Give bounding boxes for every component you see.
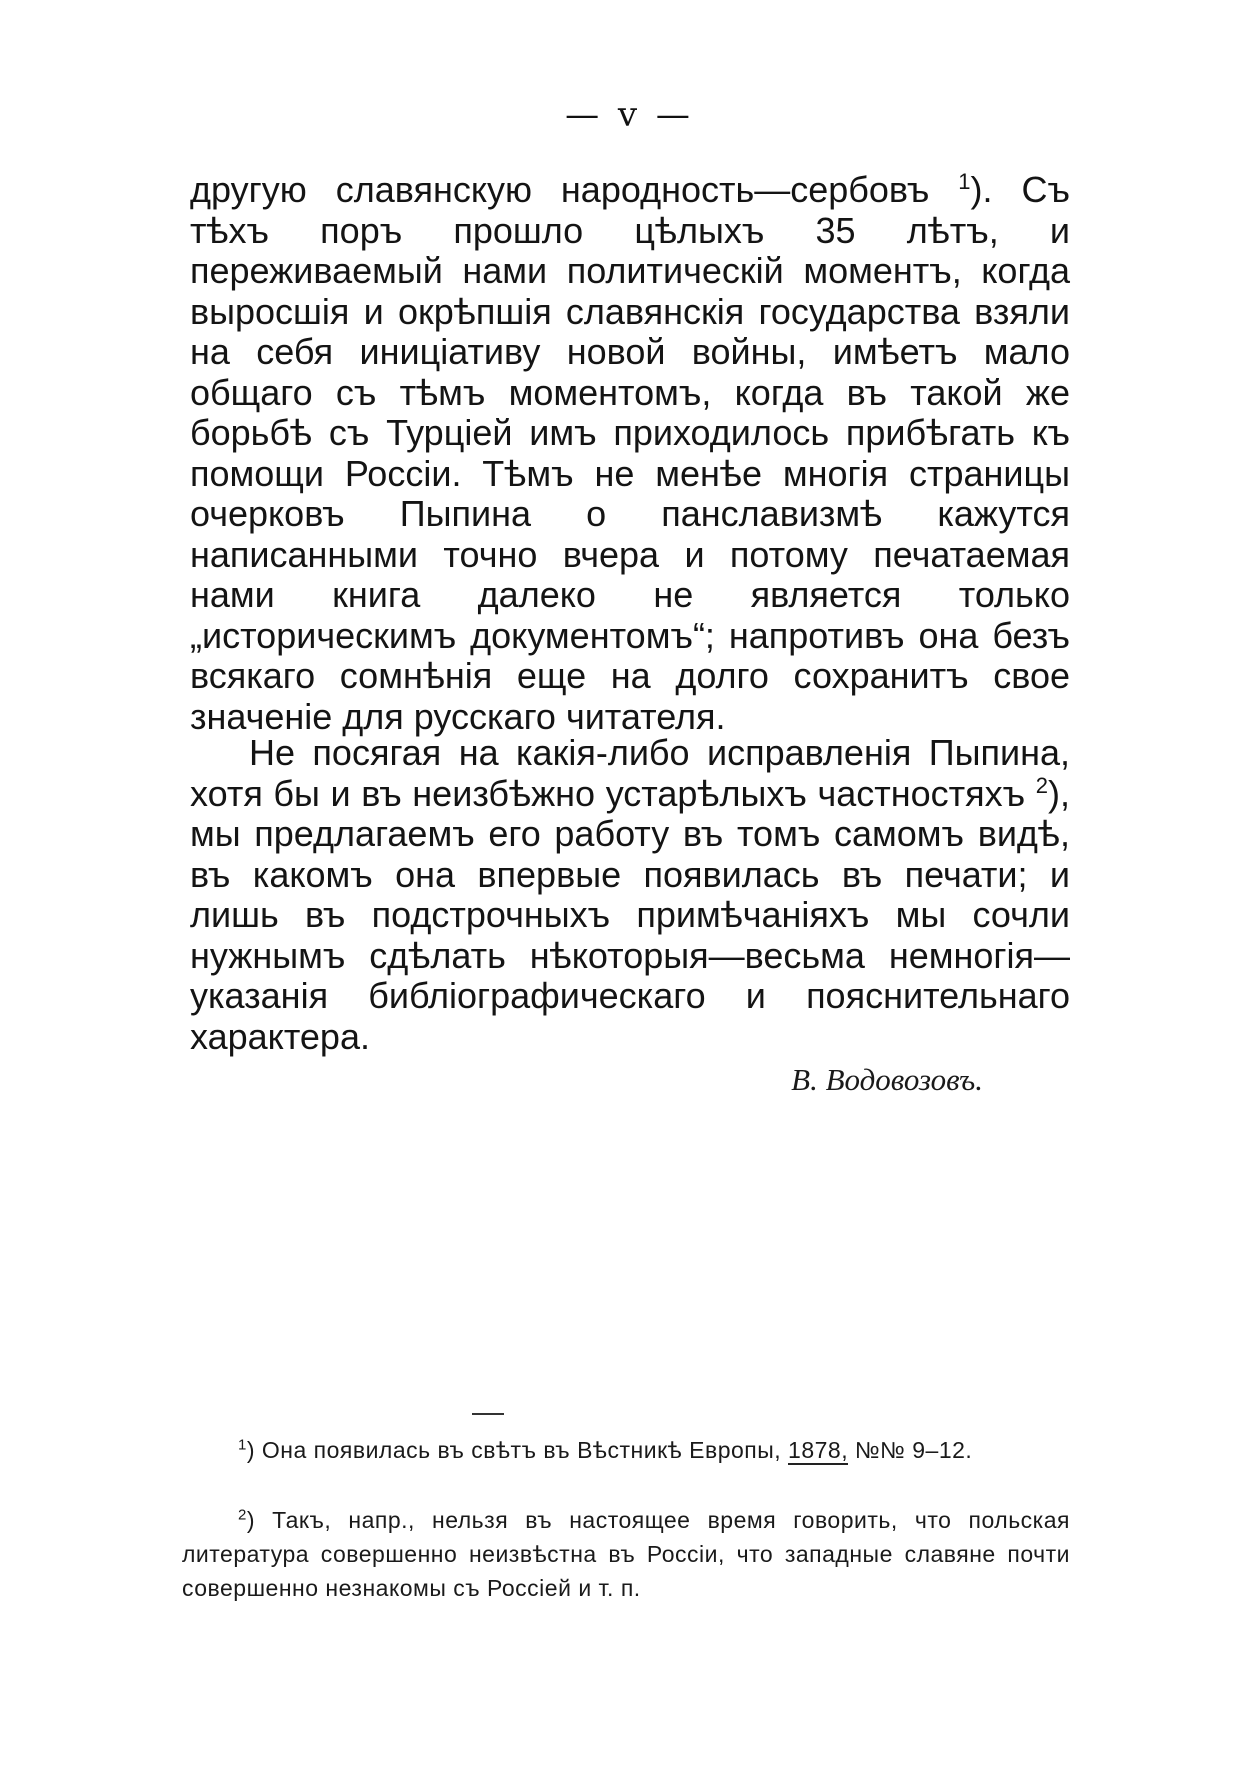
author-signature: В. Водовозовъ. <box>791 1062 983 1097</box>
paragraph-2 <box>190 733 1070 1057</box>
footnote-2 <box>182 1503 1070 1605</box>
footnote-1-year: 1878, <box>788 1437 849 1463</box>
paragraph-1-text-start: другую славянскую народность—сербовъ <box>190 169 959 210</box>
footnote-separator <box>472 1413 504 1415</box>
footnote-1 <box>182 1433 1070 1467</box>
footnote-1-text-start: ) Она появилась въ свѣтъ въ Вѣстникѣ Европы, <box>246 1437 789 1463</box>
paragraph-1 <box>190 170 1070 737</box>
footnote-2-marker: 2 <box>238 1506 247 1524</box>
paragraph-2-text-start: Не посягая на какія-либо исправленія Пыпина, хотя бы и въ неизбѣжно устарѣлыхъ частностяхъ <box>190 732 1070 814</box>
paragraph-1-text-end: ). Съ тѣхъ поръ прошло цѣлыхъ 35 лѣтъ, и переживаемый нами политическій моментъ, когда выросшія и окрѣпшія славянскія государства взяли на себя иниціативу новой войны, имѣетъ мало общаго съ тѣмъ моментомъ, когда въ такой же борьбѣ съ Турціей имъ приходилось прибѣгать къ помощи Россіи. Тѣмъ не менѣе многія страницы очерковъ Пыпина о панславизмѣ кажутся написанными точно вчера и потому печатаемая нами книга далеко не является только „историческимъ документомъ“; напротивъ она безъ всякаго сомнѣнія еще на долго сохранитъ свое значеніе для русскаго читателя. <box>190 169 1070 737</box>
footnote-ref-2[interactable]: 2 <box>1035 772 1048 798</box>
footnote-1-text-end: №№ 9–12. <box>848 1437 973 1463</box>
footnote-2-text: ) Такъ, напр., нельзя въ настоящее время говорить, что польская литература совершенно неизвѣстна въ Россіи, что западные славяне почти совершенно незнакомы съ Россіей и т. п. <box>182 1507 1070 1601</box>
footnote-ref-1[interactable]: 1 <box>958 169 971 194</box>
paragraph-2-text-end: ), мы предлагаемъ его работу въ томъ самомъ видѣ, въ какомъ она впервые появилась въ печати; и лишь въ подстрочныхъ примѣчаніяхъ мы сочли нужнымъ сдѣлать нѣкоторыя—весьма немногія—указанія библіографическаго и пояснительнаго характера. <box>190 772 1070 1057</box>
page-number: — v — <box>565 95 694 135</box>
footnote-1-marker: 1 <box>238 1436 247 1454</box>
